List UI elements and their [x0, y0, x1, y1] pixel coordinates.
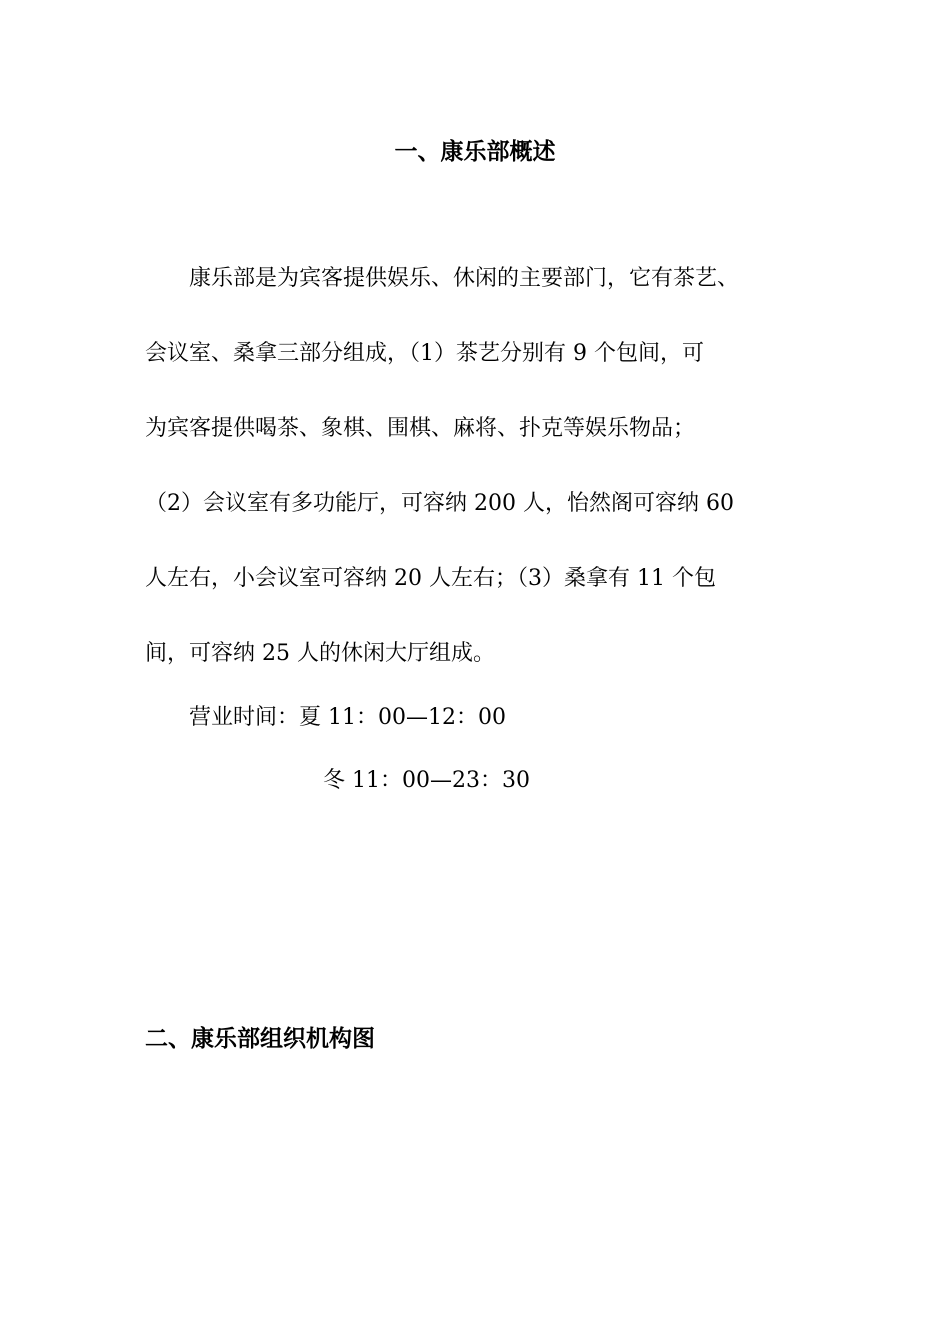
section-1-title: 一、康乐部概述 [394, 139, 556, 165]
paragraph-line-4: （2）会议室有多功能厅，可容纳 200 人，怡然阁可容纳 60 [145, 491, 734, 516]
business-hours-winter: 冬 11：00—23：30 [323, 768, 530, 793]
paragraph-line-1: 康乐部是为宾客提供娱乐、休闲的主要部门，它有茶艺、 [167, 266, 740, 291]
paragraph-line-3: 为宾客提供喝茶、象棋、围棋、麻将、扑克等娱乐物品； [145, 416, 696, 441]
paragraph-line-2: 会议室、桑拿三部分组成，（1）茶艺分别有 9 个包间，可 [145, 341, 704, 366]
paragraph-line-5: 人左右，小会议室可容纳 20 人左右；（3）桑拿有 11 个包 [145, 566, 716, 591]
business-hours-summer: 营业时间：夏 11：00—12：00 [167, 705, 506, 730]
section-2-title: 二、康乐部组织机构图 [145, 1026, 375, 1052]
paragraph-line-6: 间，可容纳 25 人的休闲大厅组成。 [145, 641, 495, 666]
